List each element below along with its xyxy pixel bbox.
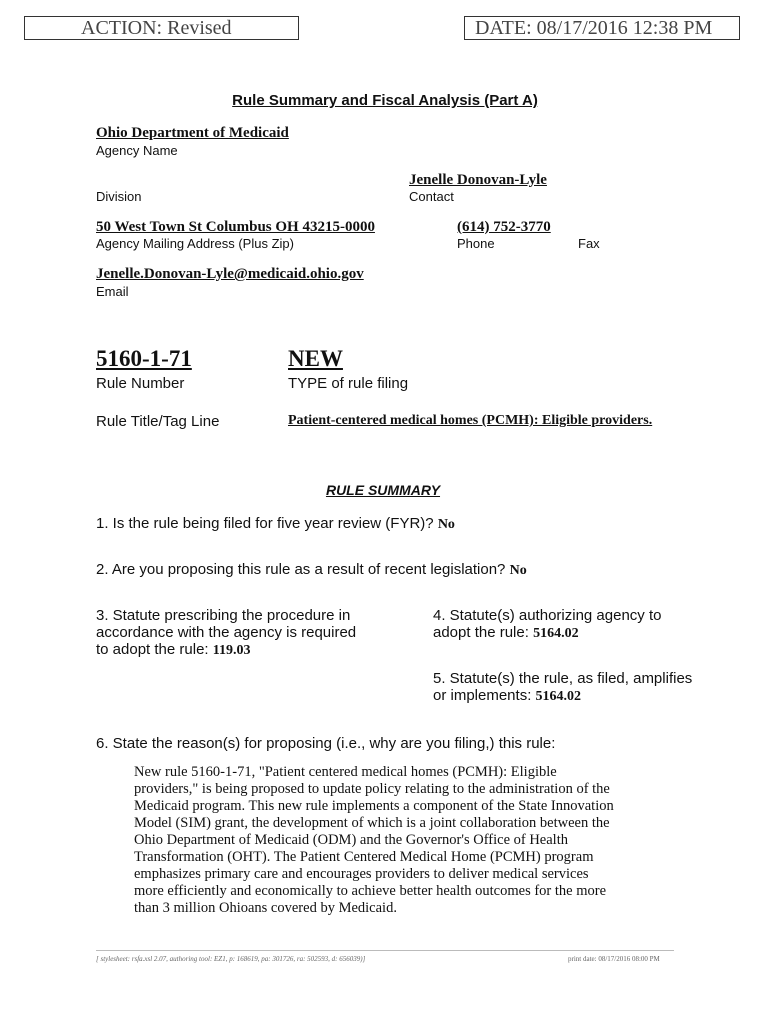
reason-line: more efficiently and economically to achieve better health outcomes for the more: [134, 883, 607, 899]
address-label: Agency Mailing Address (Plus Zip): [96, 236, 294, 251]
question-4-line-2: adopt the rule:: [433, 624, 529, 641]
rule-title-label: Rule Title/Tag Line: [96, 413, 220, 430]
date-box: [464, 16, 740, 40]
reason-line: Medicaid program. This new rule implements a component of the State Innovation: [134, 798, 614, 814]
reason-line: Transformation (OHT). The Patient Centered Medical Home (PCMH) program: [134, 849, 594, 865]
phone-number: (614) 752-3770: [457, 219, 551, 235]
fax-label: Fax: [578, 236, 600, 251]
reason-line: than 3 million Ohioans covered by Medicaid.: [134, 900, 397, 916]
question-5-line-1: 5. Statute(s) the rule, as filed, amplifies: [433, 670, 693, 687]
footer-divider: [96, 950, 674, 951]
reason-line: New rule 5160-1-71, "Patient centered medical homes (PCMH): Eligible: [134, 764, 557, 780]
reason-line: Ohio Department of Medicaid (ODM) and the Governor's Office of Health: [134, 832, 568, 848]
answer-2: No: [509, 563, 527, 578]
question-3-line-2: accordance with the agency is required: [96, 624, 357, 641]
contact-label: Contact: [409, 189, 454, 204]
answer-1: No: [437, 517, 455, 532]
question-4: [433, 607, 661, 642]
email-address: Jenelle.Donovan-Lyle@medicaid.ohio.gov: [96, 266, 364, 282]
footer-stylesheet-info: [ stylesheet: rsfa.xsl 2.07, authoring tool: EZ1, p: 168619, pa: 301726, ra: 502593, d: 656039)]: [96, 955, 366, 963]
reason-line: Model (SIM) grant, the development of which is a joint collaboration between the: [134, 815, 610, 831]
agency-name: Ohio Department of Medicaid: [96, 125, 289, 141]
page-title: Rule Summary and Fiscal Analysis (Part A): [232, 92, 538, 109]
question-3-line-1: 3. Statute prescribing the procedure in: [96, 607, 351, 624]
question-1: [96, 515, 455, 533]
action-box: [24, 16, 299, 40]
contact-name: Jenelle Donovan-Lyle: [409, 172, 547, 188]
rule-number-label: Rule Number: [96, 375, 185, 392]
question-5-line-2: or implements:: [433, 687, 532, 704]
mailing-address: 50 West Town St Columbus OH 43215-0000: [96, 219, 375, 235]
rule-type-label: TYPE of rule filing: [288, 375, 409, 392]
answer-3: 119.03: [212, 643, 251, 658]
question-3: [96, 607, 356, 659]
action-text: ACTION: Revised: [81, 17, 232, 39]
phone-label: Phone: [457, 236, 495, 251]
rule-number: 5160-1-71: [96, 346, 192, 371]
date-text: DATE: 08/17/2016 12:38 PM: [475, 17, 713, 39]
rule-type: NEW: [288, 346, 343, 371]
reason-line: emphasizes primary care and encourages providers to deliver medical services: [134, 866, 589, 882]
rule-title: Patient-centered medical homes (PCMH): Eligible providers.: [288, 413, 653, 428]
agency-name-label: Agency Name: [96, 143, 178, 158]
email-label: Email: [96, 284, 129, 299]
question-5: [433, 670, 692, 705]
reason-paragraph: [134, 764, 734, 917]
question-2: [96, 561, 527, 579]
answer-4: 5164.02: [533, 626, 579, 641]
question-2-text: 2. Are you proposing this rule as a result of recent legislation?: [96, 561, 506, 578]
rule-summary-heading: RULE SUMMARY: [325, 482, 441, 498]
division-label: Division: [96, 189, 142, 204]
question-3-line-3: to adopt the rule:: [96, 641, 209, 658]
reason-line: providers," is being proposed to update policy relating to the administration of the: [134, 781, 610, 797]
question-4-line-1: 4. Statute(s) authorizing agency to: [433, 607, 662, 624]
footer-print-date: print date: 08/17/2016 08:00 PM: [568, 955, 660, 963]
answer-5: 5164.02: [535, 689, 582, 704]
question-6: 6. State the reason(s) for proposing (i.e., why are you filing,) this rule:: [96, 735, 556, 752]
question-1-text: 1. Is the rule being filed for five year review (FYR)?: [96, 515, 434, 532]
